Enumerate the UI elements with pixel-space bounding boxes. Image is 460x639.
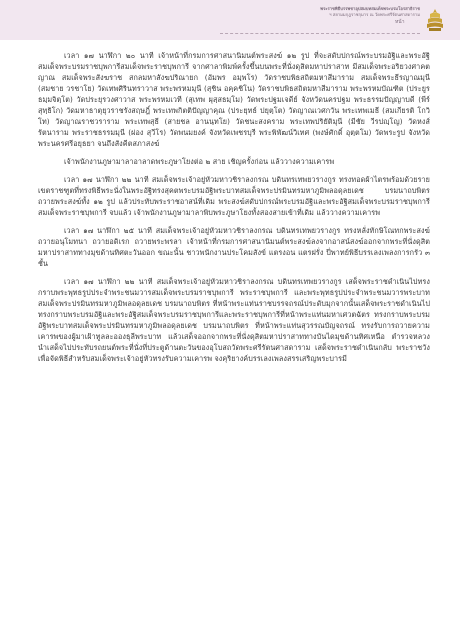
header-divider bbox=[220, 33, 420, 34]
paragraph: เวลา ๑๗ นาฬิกา ๒๐ นาที เจ้าหน้าที่กรมการศาสนานิมนต์พระสงฆ์ ๑๒ รูป ที่จะสดับปกรณ์พระบรมอัฐิและพระอัฐิสมเด็จพระบรมราชบุพการีสมเด็จพระราชบุพการี จากศาลาพิมพ์ครั้งขึ้นบนพระที่นั่งดุสิตมหาปราสาท มีสมเด็จพระอริยวงศาคตญาณ สมเด็จพระสังฆราช สกลมหาสังฆปริณายก (อัมพร อมฺพโร) วัดราชบพิธสถิตมหาสีมาราม สมเด็จพระธีรญาณมุนี (สมชาย วรชาโย) วัดเทพศิรินทราวาส พระพรหมมุนี (สุชิน อคฺคชิโน) วัดราชบพิธสถิตมหาสีมาราม พระพรหมบัณฑิต (ประยูร ธมฺมจิตฺโต) วัดประยุรวงศาวาส พระพรหมเวที (สุเทพ ผุสฺสธมฺโม) วัดพระปฐมเจดีย์ จังหวัดนครปฐม พระธรรมปัญญาบดี (พีร์ สุทฺธิโก) วัดมหาธาตุยุวราชรังสฤษฎิ์ พระเทพกิตติปัญญาคุณ (ประยุทธ์ ปยุตฺโต) วัดญาณเวศกวัน พระเทพเมธี (สมเกียรติ โกวิโท) วัดญาณราชวราราม พระเทพสุธี (สายชล อานนฺทโย) วัดชนะสงคราม พระเทพปริยัติมุนี (มีชัย วีรปญฺโญ) วัดหงส์รัตนาราม พระราชธรรมมุนี (ผ่อง สุวีโร) วัดพนมยงค์ จังหวัดเพชรบุรี พระพิพัฒน์วิเทศ (พงษ์ศักดิ์ อุตฺตโม) วัดพระรูป จังหวัดพระนครศรีอยุธยา จนถึงสังคีตสภาสงฆ์ bbox=[38, 51, 430, 148]
document-body bbox=[38, 50, 430, 371]
header-line-1: พระราชพิธีบรรพชาอุปสมบทสมเด็จพระบรมโอรสาธิราช bbox=[320, 6, 420, 11]
paragraph: เวลา ๑๗ นาฬิกา ๒๒ นาที สมเด็จพระเจ้าอยู่หัวมหาวชิราลงกรณ บดินทรเทพยวรางกูร ทรงทอดผ้าไตรพร้อมด้วยรายเขตราชฑูตที่ทรงพิธีพระนั่งในพระอัฐิทรงสุคตพระบรมอัฐิพระบาทสมเด็จพระปรมินทรมหาภูมิพลอดุลยเดช บรมนาถบพิตร ถวายพระสงฆ์ทั้ง ๑๒ รูป แล้วประทับพระราชอาสน์ที่เดิม พระสงฆ์สดับปกรณ์พระบรมอัฐิและพระอัฐิสมเด็จพระบรมราชบุพการีสมเด็จพระราชบุพการี จบแล้ว เจ้าพนักงานภูษามาลาพิบพระภูษาโยงทั้งสองสายเข้าที่เดิม แล้ววางความเคารพ bbox=[38, 175, 430, 217]
running-header bbox=[180, 6, 420, 18]
paragraph: เวลา ๑๗ นาฬิกา ๒๒ นาที สมเด็จพระเจ้าอยู่หัวมหาวชิราลงกรณ บดินทรเทพยวรางกูร เสด็จพระราชดำเนินไปทรงกราบพระพุทธรูปประจำพระชนมวารสมเด็จพระบรมราชบุพการี พระราชบุพการี และพระพุทธรูปประจำพระชนมวารพระบาทสมเด็จพระปรมินทรมหาภูมิพลอดุลยเดช บรมนาถบพิตร ที่หน้าพระแท่นราชบรรจถรณ์ประดับมุกจากนั้นเสด็จพระราชดำเนินไปทรงกราบพระบรมอัฐิและพระอัฐิสมเด็จพระบรมราชบุพการีและพระราชบุพการีที่หน้าพระแท่นมหาเศวตฉัตร ทรงกราบพระบรมอัฐิพระบาทสมเด็จพระปรมินทรมหาภูมิพลอดุลยเดช บรมนาถบพิตร ที่หน้าพระแท่นสุวรรณบัญจถรณ์ ทรงรับการถวายความเคารพของผู้มาเฝ้าทูลละอองธุลีพระบาท แล้วเสด็จออกจากพระที่นั่งดุสิตมหาปราสาททางบันไดมุขด้านทิศเหนือ ตำรวจหลวงนำเสด็จไปประทับรถยนต์พระที่นั่งที่ประตูด้านตะวันของอุโบสถวัดพระศรีรัตนศาสดาราม เสด็จพระราชดำเนินกลับ พระราชวังเพื่อจัดพิธีสำหรับสมเด็จพระเจ้าอยู่หัวทรงรับความเคารพ จงคุริยางค์บรรเลงเพลงสรรเสริญพระบารมี bbox=[38, 277, 430, 363]
header-line-2: ฯ สยามมกุฎราชกุมาร ณ วัดพระศรีรัตนศาสดาราม bbox=[329, 12, 420, 17]
paragraph: เวลา ๑๗ นาฬิกา ๒๕ นาที สมเด็จพระเจ้าอยู่หัวมหาวชิราลงกรณ บดินทรเทพยวรางกูร ทรงหลั่งทักษิโณทกพระสงฆ์ถวายอนุโมทนา ถวายอดิเรก ถวายพระพรลา เจ้าหน้าที่กรมการศาสนานิมนต์พระสงฆ์ลงจากอาสน์สงฆ์ออกจากพระที่นั่งดุสิตมหาปราสาททางมุขด้านทิศตะวันออก ขณะนั้น ชาวพนักงานประโคมสังข์ แตรงอน แตรฝรั่ง ปี่พาทย์พิธีบรรเลงเพลงการกรัว ๓ ชั้น bbox=[38, 226, 430, 268]
page-label: หน้า bbox=[395, 19, 405, 25]
royal-emblem-icon bbox=[424, 8, 446, 32]
paragraph: เจ้าพนักงานภูษามาลาอาลาดพระภูษาโยงต่อ ๒ สาย เชิญครั้งก่อน แล้ววางความเคารพ bbox=[64, 157, 335, 166]
